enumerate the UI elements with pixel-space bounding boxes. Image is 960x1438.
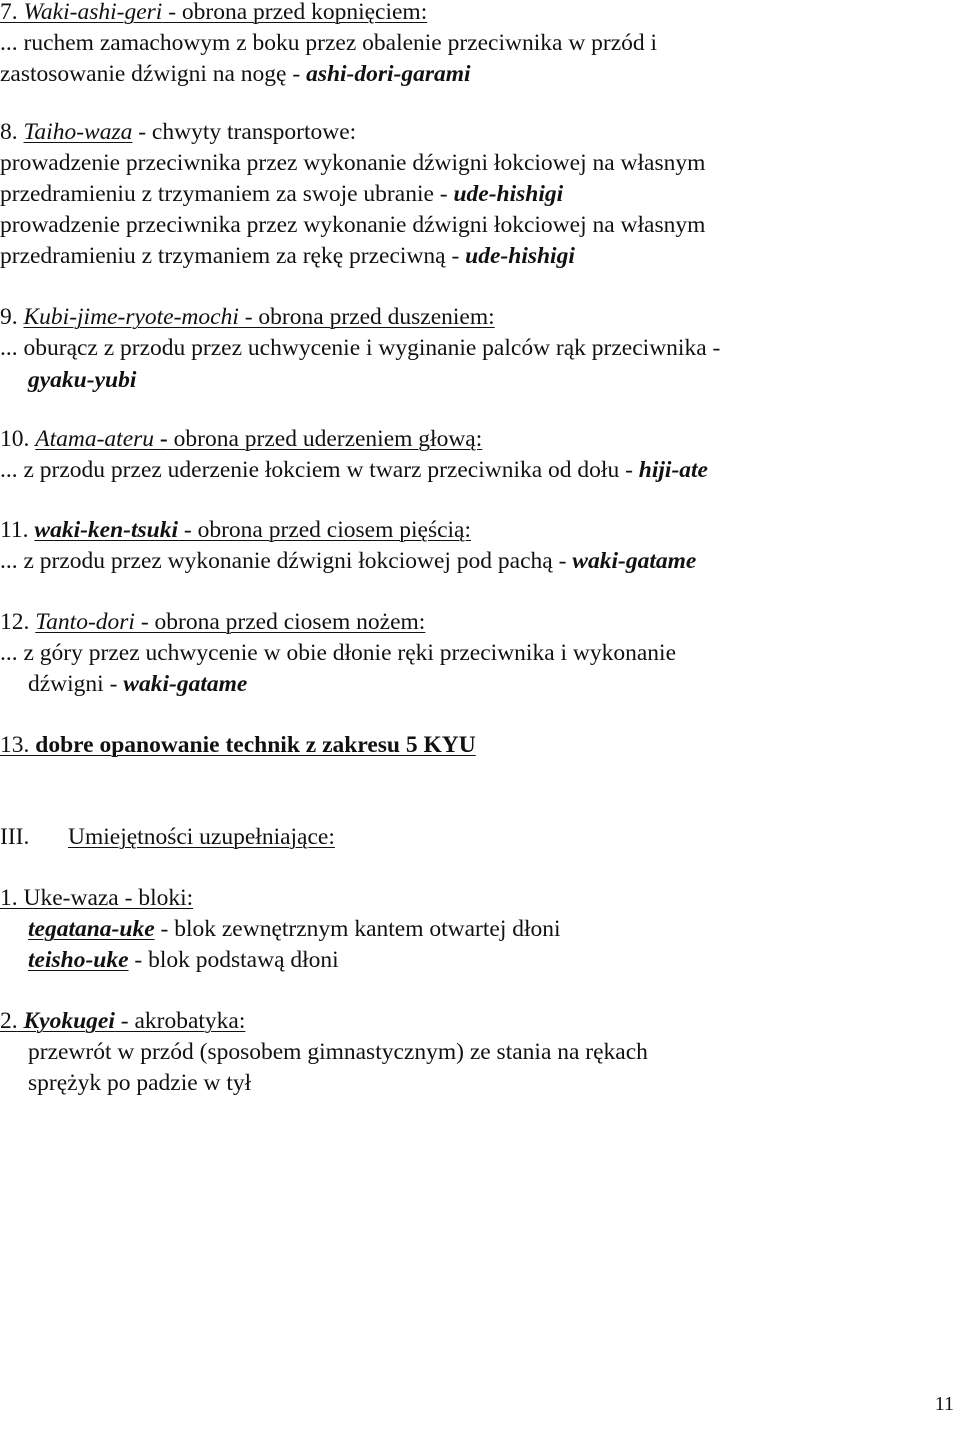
- subsection-2-heading: 2. Kyokugei - akrobatyka:: [0, 1008, 246, 1034]
- item-9-heading: 9. Kubi-jime-ryote-mochi - obrona przed duszeniem:: [0, 304, 495, 330]
- item-10-heading: 10. Atama-ateru - obrona przed uderzeniem głową:: [0, 426, 483, 452]
- item-10-line-1: ... z przodu przez uderzenie łokciem w twarz przeciwnika od dołu - hiji-ate: [0, 457, 708, 483]
- section-iii-heading: III. Umiejętności uzupełniające:: [0, 824, 335, 850]
- item-7-line-1: ... ruchem zamachowym z boku przez obalenie przeciwnika w przód i: [0, 30, 658, 56]
- subsection-1-heading: 1. Uke-waza - bloki:: [0, 885, 194, 911]
- item-8-line-3: prowadzenie przeciwnika przez wykonanie dźwigni łokciowej na własnym: [0, 212, 706, 238]
- subsection-2-line-2: sprężyk po padzie w tył: [28, 1070, 252, 1096]
- item-9-line-2: gyaku-yubi: [28, 367, 137, 393]
- item-12-heading: 12. Tanto-dori - obrona przed ciosem nożem:: [0, 609, 426, 635]
- item-8-heading: 8. Taiho-waza - chwyty transportowe:: [0, 119, 357, 145]
- subsection-1-row-2: teisho-uke - blok podstawą dłoni: [28, 947, 339, 973]
- item-7-line-2: zastosowanie dźwigni na nogę - ashi-dori-garami: [0, 61, 471, 87]
- item-9-line-1: ... oburącz z przodu przez uchwycenie i wyginanie palców rąk przeciwnika -: [0, 335, 721, 361]
- item-11-heading: 11. waki-ken-tsuki - obrona przed ciosem pięścią:: [0, 517, 472, 543]
- item-13-heading: 13. dobre opanowanie technik z zakresu 5 KYU: [0, 732, 476, 758]
- item-8-line-2: przedramieniu z trzymaniem za swoje ubranie - ude-hishigi: [0, 181, 564, 207]
- item-7-heading: 7. Waki-ashi-geri - obrona przed kopnięciem:: [0, 0, 428, 25]
- item-8-line-1: prowadzenie przeciwnika przez wykonanie dźwigni łokciowej na własnym: [0, 150, 706, 176]
- item-11-line-1: ... z przodu przez wykonanie dźwigni łokciowej pod pachą - waki-gatame: [0, 548, 697, 574]
- item-8-line-4: przedramieniu z trzymaniem za rękę przeciwną - ude-hishigi: [0, 243, 575, 269]
- page-number: 11: [934, 1393, 954, 1415]
- item-12-line-1: ... z góry przez uchwycenie w obie dłonie ręki przeciwnika i wykonanie: [0, 640, 677, 666]
- item-12-line-2: dźwigni - waki-gatame: [28, 671, 248, 697]
- subsection-2-line-1: przewrót w przód (sposobem gimnastycznym) ze stania na rękach: [28, 1039, 648, 1065]
- subsection-1-row-1: tegatana-uke - blok zewnętrznym kantem otwartej dłoni: [28, 916, 561, 942]
